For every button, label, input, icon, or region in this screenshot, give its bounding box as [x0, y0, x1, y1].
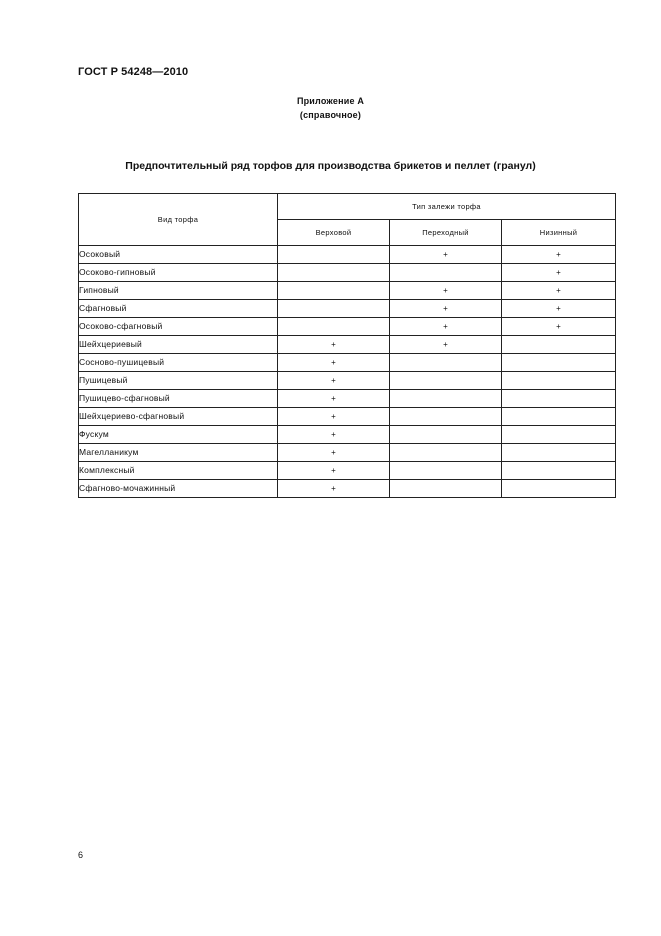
table-row [79, 336, 616, 354]
appendix-note: (справочное) [299, 110, 362, 120]
lowland-mark: + [502, 264, 616, 282]
lowland-mark [502, 444, 616, 462]
upland-mark: + [278, 408, 390, 426]
transitional-mark: + [390, 282, 502, 300]
upland-mark [278, 246, 390, 264]
table-row [79, 408, 616, 426]
upland-mark [278, 318, 390, 336]
column-header-upland: Верховой [278, 220, 390, 246]
table-row [79, 426, 616, 444]
lowland-mark [502, 354, 616, 372]
upland-mark: + [278, 336, 390, 354]
peat-type-name: Фускум [79, 426, 278, 444]
transitional-mark: + [390, 318, 502, 336]
upland-mark: + [278, 390, 390, 408]
table-body [79, 246, 616, 498]
upland-mark [278, 282, 390, 300]
table-title: Предпочтительный ряд торфов для производства брикетов и пеллет (гранул) [125, 160, 536, 172]
lowland-mark [502, 408, 616, 426]
column-header-peat-type: Вид торфа [79, 194, 278, 246]
upland-mark: + [278, 480, 390, 498]
upland-mark [278, 264, 390, 282]
table-row [79, 462, 616, 480]
table-row [79, 480, 616, 498]
upland-mark [278, 300, 390, 318]
lowland-mark: + [502, 246, 616, 264]
transitional-mark [390, 390, 502, 408]
peat-type-name: Осоково-сфагновый [79, 318, 278, 336]
page-number: 6 [78, 850, 84, 860]
transitional-mark [390, 372, 502, 390]
upland-mark: + [278, 354, 390, 372]
table-row [79, 282, 616, 300]
lowland-mark: + [502, 318, 616, 336]
upland-mark: + [278, 426, 390, 444]
lowland-mark: + [502, 300, 616, 318]
table-row [79, 318, 616, 336]
transitional-mark [390, 264, 502, 282]
transitional-mark: + [390, 336, 502, 354]
transitional-mark [390, 444, 502, 462]
column-header-transitional: Переходный [390, 220, 502, 246]
transitional-mark: + [390, 246, 502, 264]
transitional-mark [390, 462, 502, 480]
table-row [79, 246, 616, 264]
upland-mark: + [278, 462, 390, 480]
document-header: ГОСТ Р 54248—2010 [78, 66, 189, 78]
peat-type-name: Сосново-пушицевый [79, 354, 278, 372]
transitional-mark [390, 480, 502, 498]
transitional-mark: + [390, 300, 502, 318]
peat-type-name: Осоковый [79, 246, 278, 264]
column-header-deposit-type: Тип залежи торфа [278, 194, 616, 220]
table-row [79, 264, 616, 282]
lowland-mark [502, 336, 616, 354]
peat-type-name: Сфагново-мочажинный [79, 480, 278, 498]
peat-type-name: Шейхцериево-сфагновый [79, 408, 278, 426]
peat-type-name: Шейхцериевый [79, 336, 278, 354]
upland-mark: + [278, 444, 390, 462]
peat-types-table [78, 193, 616, 498]
peat-type-name: Магелланикум [79, 444, 278, 462]
table-row [79, 372, 616, 390]
transitional-mark [390, 354, 502, 372]
peat-type-name: Пушицевый [79, 372, 278, 390]
peat-type-name: Сфагновый [79, 300, 278, 318]
table-row [79, 444, 616, 462]
peat-type-name: Комплексный [79, 462, 278, 480]
peat-type-name: Осоково-гипновый [79, 264, 278, 282]
appendix-title: Приложение А [296, 96, 365, 106]
peat-type-name: Пушицево-сфагновый [79, 390, 278, 408]
lowland-mark [502, 480, 616, 498]
upland-mark: + [278, 372, 390, 390]
peat-type-name: Гипновый [79, 282, 278, 300]
table-row [79, 390, 616, 408]
table-row [79, 300, 616, 318]
transitional-mark [390, 426, 502, 444]
lowland-mark: + [502, 282, 616, 300]
transitional-mark [390, 408, 502, 426]
lowland-mark [502, 390, 616, 408]
lowland-mark [502, 372, 616, 390]
table-row [79, 354, 616, 372]
lowland-mark [502, 426, 616, 444]
lowland-mark [502, 462, 616, 480]
table-header-row [79, 194, 616, 220]
column-header-lowland: Низинный [502, 220, 616, 246]
